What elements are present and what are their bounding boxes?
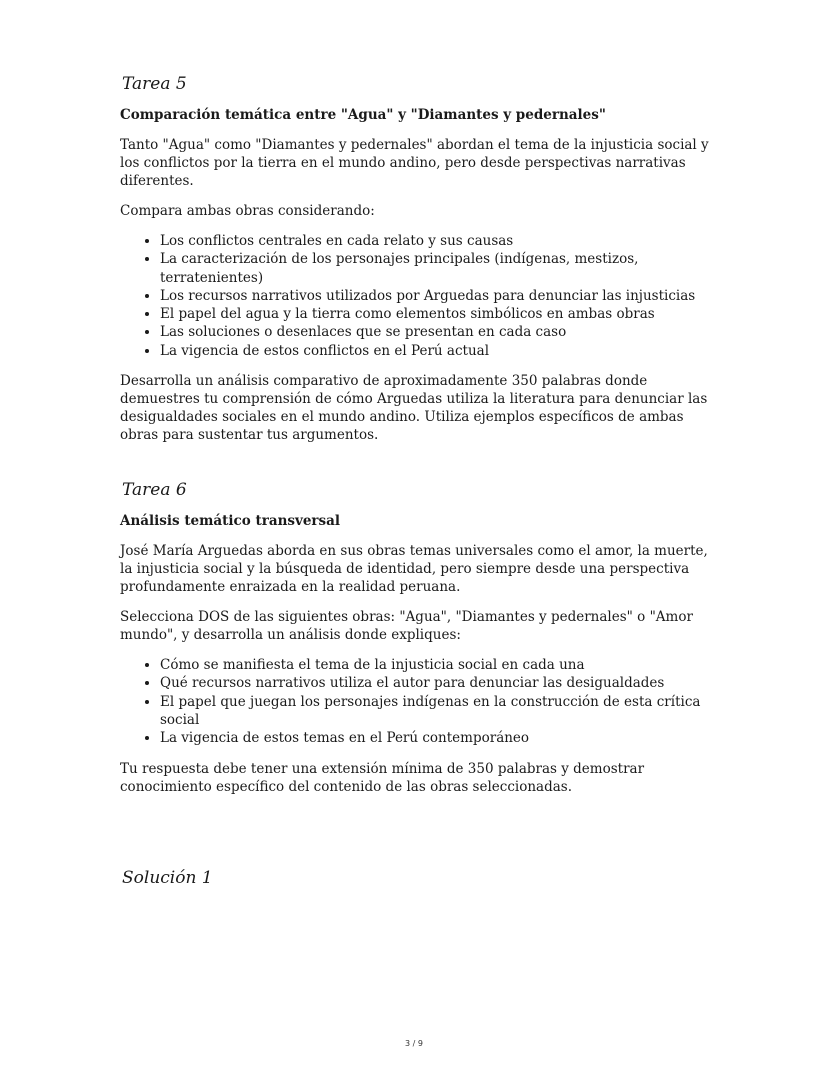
- solution-1-section: [120, 868, 710, 888]
- list-item: • Los recursos narrativos utilizados por Arguedas para denunciar las injusticias: [160, 287, 710, 305]
- section-spacer: [120, 444, 710, 480]
- task-5-closing: Desarrolla un análisis comparativo de aproximadamente 350 palabras donde demuestres tu comprensión de cómo Arguedas utiliza la literatura para denunciar las desigualdades sociales en el mundo andino. Utiliza ejemplos específicos de ambas obras para sustentar tus argumentos.: [120, 373, 708, 444]
- page-number: 3 / 9: [405, 1039, 423, 1048]
- task-6-intro: José María Arguedas aborda en sus obras temas universales como el amor, la muerte, la injusticia social y la búsqueda de identidad, pero siempre desde una perspectiva profundamente enraizada en la realidad peruana.: [120, 543, 708, 596]
- list-item: • Los conflictos centrales en cada relato y sus causas: [160, 232, 710, 250]
- solution-1-title: Solución 1: [122, 867, 213, 888]
- list-item: • Cómo se manifiesta el tema de la injusticia social en cada una: [160, 656, 710, 674]
- task-6-title: Tarea 6: [122, 480, 187, 501]
- task-5-title: Tarea 5: [122, 74, 187, 94]
- list-item: • El papel que juegan los personajes indígenas en la construcción de esta crítica social: [160, 693, 710, 730]
- task-5-section: [120, 74, 710, 444]
- task-6-section: [120, 480, 710, 795]
- task-6-closing: Tu respuesta debe tener una extensión mínima de 350 palabras y demostrar conocimiento específico del contenido de las obras seleccionadas.: [120, 760, 645, 795]
- list-item: • El papel del agua y la tierra como elementos simbólicos en ambas obras: [160, 305, 710, 323]
- list-item: • Las soluciones o desenlaces que se presentan en cada caso: [160, 323, 710, 341]
- section-spacer: [120, 796, 710, 868]
- task-5-prompt: Compara ambas obras considerando:: [120, 203, 375, 219]
- task-5-subtitle: Comparación temática entre "Agua" y "Diamantes y pedernales": [120, 107, 606, 123]
- task-6-prompt: Selecciona DOS de las siguientes obras: "Agua", "Diamantes y pedernales" o "Amor mundo", y desarrolla un análisis donde expliques:: [120, 609, 693, 644]
- list-item: • La vigencia de estos temas en el Perú contemporáneo: [160, 729, 710, 747]
- page-content: [120, 74, 710, 888]
- list-item: • Qué recursos narrativos utiliza el autor para denunciar las desigualdades: [160, 674, 710, 692]
- task-6-bullet-list: [120, 656, 710, 747]
- task-6-subtitle: Análisis temático transversal: [120, 513, 341, 530]
- list-item: • La caracterización de los personajes principales (indígenas, mestizos, terratenientes): [160, 250, 710, 287]
- task-5-intro: Tanto "Agua" como "Diamantes y pedernales" abordan el tema de la injusticia social y los conflictos por la tierra en el mundo andino, pero desde perspectivas narrativas diferentes.: [120, 137, 709, 189]
- task-5-bullet-list: [120, 232, 710, 360]
- list-item: • La vigencia de estos conflictos en el Perú actual: [160, 342, 710, 360]
